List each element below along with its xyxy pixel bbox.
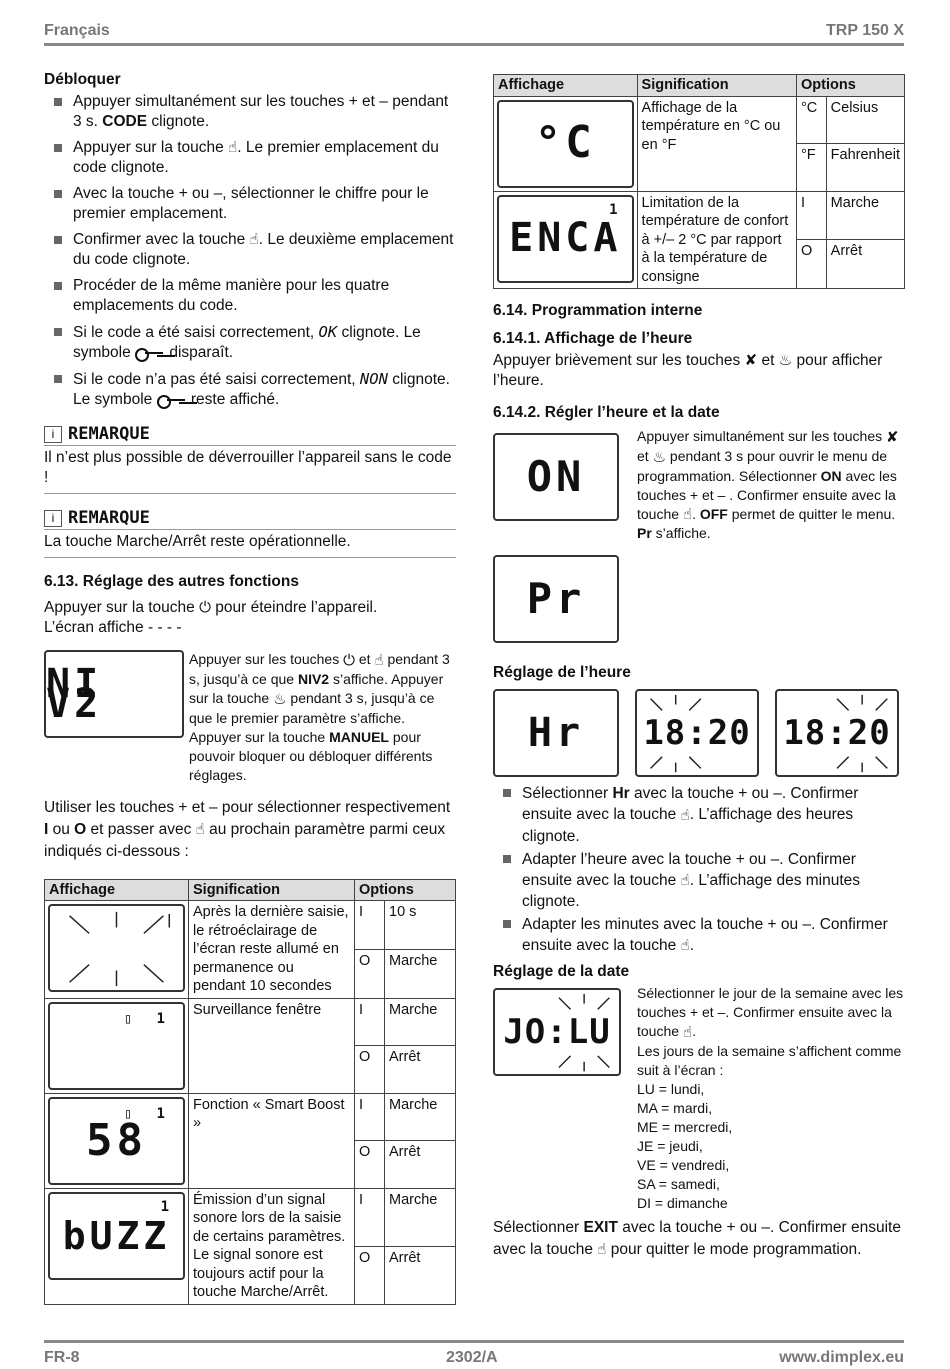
date-setting-title: Réglage de la date: [493, 963, 630, 981]
date-instructions: Sélectionner le jour de la semaine avec les touches + et –. Confirmer ensuite avec la touche ☝. Les jours de la semaine s’affichent comme suit à l’écran : LU = lundi, MA = mardi, ME = mercredi, JE = jeudi, VE = vendredi, SA = samedi, DI = dimanche: [637, 985, 904, 1212]
hand-icon: ☝: [597, 1241, 607, 1259]
table-row: 1 bUZZ Émission d’un signal sonore lors de la saisie de certains paramètres. Le signal sonore est toujours actif pour la touche Marche/Arrêt. I Marche: [45, 1188, 456, 1246]
parameters-table-left: Affichage Signification Options Après la dernière saisie, le rétroéclairage de l’écran reste allumé en permanence ou pendant 10 secondes I 10 s O Marche ▯ 1 Surveillance fenêtre I Marche O Arrêt ▯ 1 58 Fonction « Smart Boost » I Marche O Arrêt 1 bUZZ Émission d’un signal sonore lors de la saisie de certains paramètres. Le signal sonore est toujours actif pour la touche Marche/Arrêt. I Marche O Arrêt: [44, 879, 456, 1305]
hand-icon: ☝: [195, 820, 205, 838]
section-613-intro: Appuyer sur la touche ⏻ pour éteindre l’appareil. L’écran affiche - - - -: [44, 599, 378, 637]
table-row: ▯ 1 Surveillance fenêtre I Marche: [45, 998, 456, 1046]
parameters-table-right: Affichage Signification Options °C Affichage de la température en °C ou en °F °C Celsius °F Fahrenheit 1 ENCA Limitation de la température de confort à +/– 2 °C par rapport à la température de consigne I Marche O Arrêt: [493, 74, 905, 289]
header-language: Français: [44, 22, 110, 39]
lcd-time-hours: 18:20: [635, 689, 759, 777]
page-footer: [44, 1340, 904, 1366]
header-model: TRP 150 X: [826, 22, 904, 39]
table-row: 1 ENCA Limitation de la température de confort à +/– 2 °C par rapport à la température de consigne I Marche: [494, 191, 905, 240]
section-6142-title: 6.14.2. Régler l’heure et la date: [493, 404, 720, 422]
hand-icon: ☝: [682, 1024, 693, 1042]
window-icon: ▯ 1: [123, 1105, 173, 1122]
date-block: [493, 985, 905, 1213]
unlock-title: Débloquer: [44, 71, 121, 88]
key-icon: [135, 347, 165, 359]
unlock-step-4: Confirmer avec la touche ☝. Le deuxième emplacement du code clignote.: [44, 230, 456, 270]
boost-icon: ♨: [273, 690, 287, 708]
time-step-1: Sélectionner Hr avec la touche + ou –. Confirmer ensuite avec la touche ☝. L’affichage des heures clignote.: [493, 783, 905, 846]
section-613-title: 6.13. Réglage des autres fonctions: [44, 573, 299, 591]
power-icon: ⏻: [199, 599, 211, 617]
lcd-window: [48, 1002, 185, 1090]
unlock-step-5: Procéder de la même manière pour les quatre emplacements du code.: [44, 276, 456, 316]
exit-instructions: Sélectionner EXIT avec la touche + ou –. Confirmer ensuite avec la touche ☝ pour quitter le mode programmation.: [493, 1217, 905, 1261]
unlock-step-3: Avec la touche + ou –, sélectionner le chiffre pour le premier emplacement.: [44, 184, 456, 224]
lcd-backlight: [48, 904, 185, 992]
lcd-on: ON: [493, 433, 619, 521]
lcd-time-minutes: 18:20: [775, 689, 899, 777]
note-2: i REMARQUE La touche Marche/Arrêt reste opérationnelle.: [44, 508, 456, 558]
page-header: [44, 20, 904, 46]
lcd-unit: °C: [497, 100, 634, 188]
footer-url: www.dimplex.eu: [779, 1349, 904, 1366]
time-setting-title: Réglage de l’heure: [493, 664, 631, 682]
lcd-date: JO:LU: [493, 988, 621, 1076]
lcd-comfort-limit: 1 ENCA: [497, 195, 634, 283]
lcd-smart-boost: ▯ 1 58: [48, 1097, 185, 1185]
hand-icon: ☝: [249, 231, 259, 249]
key-icon: [157, 394, 187, 406]
section-613-instructions: Utiliser les touches + et – pour sélectionner respectivement I ou O et passer avec ☝ au prochain paramètre parmi ceux indiqués ci-dessous :: [44, 798, 451, 860]
time-step-3: Adapter les minutes avec la touche + ou –. Confirmer ensuite avec la touche ☝.: [493, 914, 905, 956]
section-614-title: 6.14. Programmation interne: [493, 302, 703, 319]
window-icon: ▯ 1: [123, 1010, 173, 1027]
lcd-niv2: NI V2: [44, 650, 184, 738]
weekday-list: LU = lundi, MA = mardi, ME = mercredi, JE = jeudi, VE = vendredi, SA = samedi, DI = dimanche: [637, 1081, 733, 1212]
eco-icon: ✘: [744, 352, 758, 369]
hand-icon: ☝: [682, 506, 693, 524]
hand-icon: ☝: [680, 871, 690, 889]
time-lcd-row: [493, 689, 905, 777]
hand-icon: ☝: [680, 937, 690, 955]
boost-icon: ♨: [778, 352, 793, 369]
table-row: ▯ 1 58 Fonction « Smart Boost » I Marche: [45, 1093, 456, 1141]
lcd-buzzer: 1 bUZZ: [48, 1192, 185, 1280]
right-column: [493, 74, 905, 1261]
programming-block: [493, 428, 905, 643]
unlock-step-6: Si le code a été saisi correctement, OK clignote. Le symbole disparaît.: [44, 322, 456, 363]
hand-icon: ☝: [228, 139, 238, 156]
programming-instructions: Appuyer simultanément sur les touches ✘ et ♨ pendant 3 s pour ouvrir le menu de programmation. Sélectionner ON avec les touches + et – . Confirmer ensuite avec la touche ☝. OFF permet de quitter le menu. Pr s’affiche.: [637, 428, 899, 542]
footer-code: 2302/A: [446, 1349, 498, 1366]
time-step-2: Adapter l’heure avec la touche + ou –. Confirmer ensuite avec la touche ☝. L’affichage des minutes clignote.: [493, 849, 905, 912]
lcd-pr: Pr: [493, 555, 619, 643]
table-row: °C Affichage de la température en °C ou en °F °C Celsius: [494, 96, 905, 144]
power-icon: ⏻: [343, 652, 355, 670]
section-6141-title: 6.14.1. Affichage de l’heure: [493, 330, 693, 347]
footer-page: FR-8: [44, 1349, 80, 1366]
section-6141-text: Appuyer brièvement sur les touches ✘ et ♨ pour afficher l’heure.: [493, 352, 883, 390]
info-icon: i: [44, 426, 62, 443]
boost-icon: ♨: [652, 448, 667, 466]
unlock-step-1: Appuyer simultanément sur les touches + et – pendant 3 s. CODE clignote.: [44, 92, 456, 132]
table-row: Après la dernière saisie, le rétroéclairage de l’écran reste allumé en permanence ou pendant 10 secondes I 10 s: [45, 901, 456, 950]
left-column: [44, 70, 456, 1305]
hand-icon: ☝: [374, 652, 384, 670]
note-1: i REMARQUE Il n’est plus possible de déverrouiller l’appareil sans le code !: [44, 424, 456, 494]
unlock-step-7: Si le code n’a pas été saisi correctement, NON clignote. Le symbole reste affiché.: [44, 369, 456, 410]
hand-icon: ☝: [680, 806, 690, 824]
lcd-hr: Hr: [493, 689, 619, 777]
time-steps: [493, 783, 905, 956]
unlock-step-2: Appuyer sur la touche ☝. Le premier emplacement du code clignote.: [44, 138, 456, 178]
info-icon: i: [44, 510, 62, 527]
niv2-block: [44, 650, 456, 785]
niv2-instructions: Appuyer sur les touches ⏻ et ☝ pendant 3 s, jusqu’à ce que NIV2 s’affiche. Appuyer sur la touche ♨ pendant 3 s, jusqu’à ce que le premier paramètre s’affiche. Appuyer sur la touche MANUEL pour pouvoir bloquer ou débloquer différents réglages.: [189, 651, 450, 783]
eco-icon: ✘: [886, 428, 899, 446]
